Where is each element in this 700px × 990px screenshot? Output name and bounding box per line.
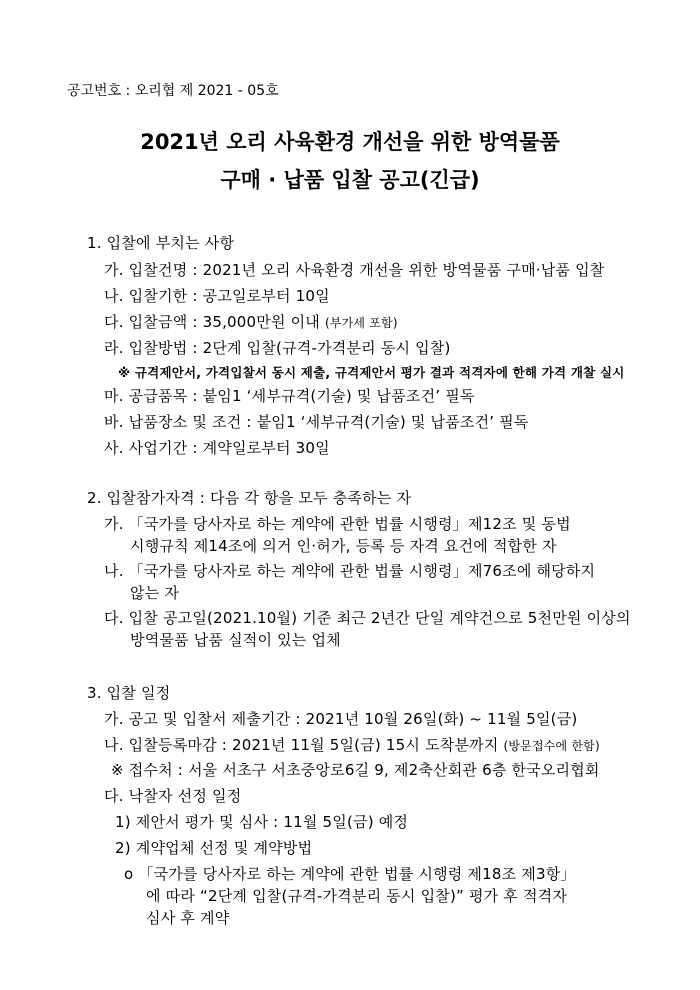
document-title-line-1: 2021년 오리 사육환경 개선을 위한 방역물품 — [140, 130, 560, 154]
bid-amount-text: 다. 입찰금액 : 35,000만원 이내 — [104, 313, 320, 331]
qualification-c-line-1: 다. 입찰 공고일(2021.10월) 기준 최근 2년간 단일 계약건으로 5천만원 이상의 — [104, 609, 631, 627]
notice-number: 공고번호 : 오리협 제 2021 - 05호 — [67, 83, 279, 99]
contract-detail-line-2: 에 따라 “2단계 입찰(규격-가격분리 동시 입찰)” 평가 후 적격자 — [146, 887, 568, 905]
section-1-heading: 1. 입찰에 부치는 사항 — [87, 234, 235, 252]
bid-period: 나. 입찰기한 : 공고일로부터 10일 — [104, 287, 330, 305]
bid-method-note: ※ 규격제안서, 가격입찰서 동시 제출, 규격제안서 평가 결과 적격자에 한해 가격 개찰 실시 — [118, 365, 625, 380]
bid-name: 가. 입찰건명 : 2021년 오리 사육환경 개선을 위한 방역물품 구매·납품 입찰 — [104, 261, 605, 279]
selection-schedule: 다. 낙찰자 선정 일정 — [104, 787, 242, 805]
project-period: 사. 사업기간 : 계약일로부터 30일 — [104, 439, 330, 457]
contract-detail-line-1: o 「국가를 당사자로 하는 계약에 관한 법률 시행령 제18조 제3항」 — [124, 865, 576, 883]
vat-note: (부가세 포함) — [324, 316, 398, 330]
qualification-b-line-1: 나. 「국가를 당사자로 하는 계약에 관한 법률 시행령」제76조에 해당하지 — [104, 562, 596, 580]
contract-method: 2) 계약업체 선정 및 계약방법 — [115, 839, 313, 857]
contract-detail-line-3: 심사 후 계약 — [146, 909, 230, 927]
section-2-heading: 2. 입찰참가자격 : 다음 각 항을 모두 충족하는 자 — [87, 489, 412, 507]
qualification-b-line-2: 않는 자 — [130, 584, 180, 602]
bid-amount — [104, 312, 398, 333]
section-3-heading: 3. 입찰 일정 — [87, 684, 171, 702]
registration-deadline-text: 나. 입찰등록마감 : 2021년 11월 5일(금) 15시 도착분까지 — [104, 736, 499, 754]
qualification-c-line-2: 방역물품 납품 실적이 있는 업체 — [130, 631, 341, 649]
reception-place: ※ 접수처 : 서울 서초구 서초중앙로6길 9, 제2축산회관 6층 한국오리협회 — [111, 761, 600, 779]
supply-items: 마. 공급품목 : 붙임1 ‘세부규격(기술) 및 납품조건’ 필독 — [104, 387, 475, 405]
qualification-a-line-1: 가. 「국가를 당사자로 하는 계약에 관한 법률 시행령」제12조 및 동법 — [104, 515, 571, 533]
registration-deadline — [104, 735, 600, 756]
qualification-a-line-2: 시행규칙 제14조에 의거 인·허가, 등록 등 자격 요건에 적합한 자 — [130, 537, 557, 555]
visit-only-note: (방문접수에 한함) — [503, 739, 600, 753]
delivery-place: 바. 납품장소 및 조건 : 붙임1 ‘세부규격(기술) 및 납품조건’ 필독 — [104, 413, 529, 431]
submission-period: 가. 공고 및 입찰서 제출기간 : 2021년 10월 26일(화) ~ 11월 5일(금) — [104, 710, 578, 728]
document-title-line-2: 구매 · 납품 입찰 공고(긴급) — [220, 168, 480, 192]
bid-method: 라. 입찰방법 : 2단계 입찰(규격-가격분리 동시 입찰) — [104, 339, 451, 357]
evaluation-date: 1) 제안서 평가 및 심사 : 11월 5일(금) 예정 — [115, 813, 409, 831]
